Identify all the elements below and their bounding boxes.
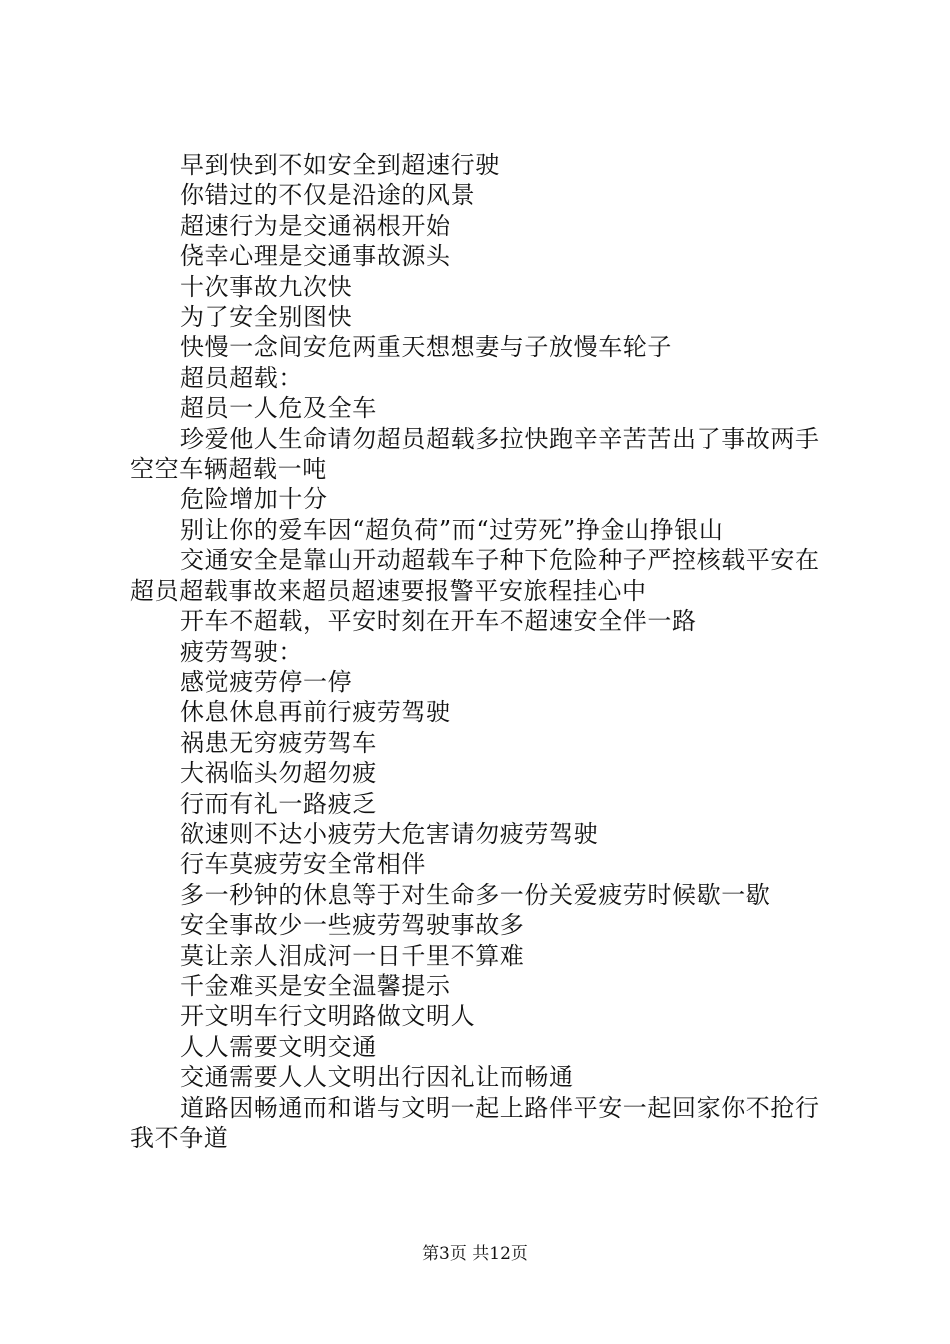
paragraph: 早到快到不如安全到超速行驶 [180, 151, 500, 179]
paragraph: 大祸临头勿超勿疲 [180, 759, 377, 788]
paragraph: 开文明车行文明路做文明人 [180, 1002, 476, 1031]
paragraph: 欲速则不达小疲劳大危害请勿疲劳驾驶 [180, 819, 599, 848]
paragraph: 危险增加十分 [180, 485, 328, 514]
paragraph: 侥幸心理是交通事故源头 [180, 242, 451, 271]
paragraph: 千金难买是安全温馨提示 [180, 971, 451, 1000]
paragraph: 交通需要人人文明出行因礼让而畅通 [180, 1063, 574, 1092]
paragraph: 人人需要文明交通 [180, 1032, 377, 1061]
paragraph: 莫让亲人泪成河一日千里不算难 [180, 941, 525, 970]
paragraph: 别让你的爱车因“超负荷”而“过劳死”挣金山挣银山 [180, 515, 724, 544]
paragraph: 珍爱他人生命请勿超员超载多拉快跑辛辛苦苦出了事故两手空空车辆超载一吨 [130, 424, 820, 484]
section-heading: 疲劳驾驶： [180, 637, 303, 666]
page-number-footer: 第3页 共12页 [422, 1244, 528, 1264]
document-body [130, 150, 830, 1153]
paragraph: 行车莫疲劳安全常相伴 [180, 850, 426, 879]
paragraph: 行而有礼一路疲乏 [180, 789, 377, 818]
paragraph: 为了安全别图快 [180, 303, 353, 332]
paragraph: 你错过的不仅是沿途的风景 [180, 181, 476, 210]
paragraph: 快慢一念间安危两重天想想妻与子放慢车轮子 [180, 333, 672, 362]
paragraph: 多一秒钟的休息等于对生命多一份关爱疲劳时候歇一歇 [180, 880, 771, 909]
paragraph: 安全事故少一些疲劳驾驶事故多 [180, 911, 525, 940]
section-heading: 超员超载： [180, 363, 303, 392]
paragraph: 休息休息再前行疲劳驾驶 [180, 698, 451, 727]
paragraph: 超员一人危及全车 [180, 394, 377, 423]
paragraph: 开车不超载，平安时刻在开车不超速安全伴一路 [180, 607, 697, 636]
paragraph: 感觉疲劳停一停 [180, 667, 353, 696]
paragraph: 交通安全是靠山开动超载车子种下危险种子严控核载平安在超员超载事故来超员超速要报警平安旅程挂心中 [130, 546, 820, 605]
paragraph: 祸患无穷疲劳驾车 [180, 728, 377, 757]
paragraph: 超速行为是交通祸根开始 [180, 211, 451, 240]
paragraph: 道路因畅通而和谐与文明一起上路伴平安一起回家你不抢行我不争道 [130, 1093, 820, 1152]
paragraph: 十次事故九次快 [180, 272, 353, 301]
